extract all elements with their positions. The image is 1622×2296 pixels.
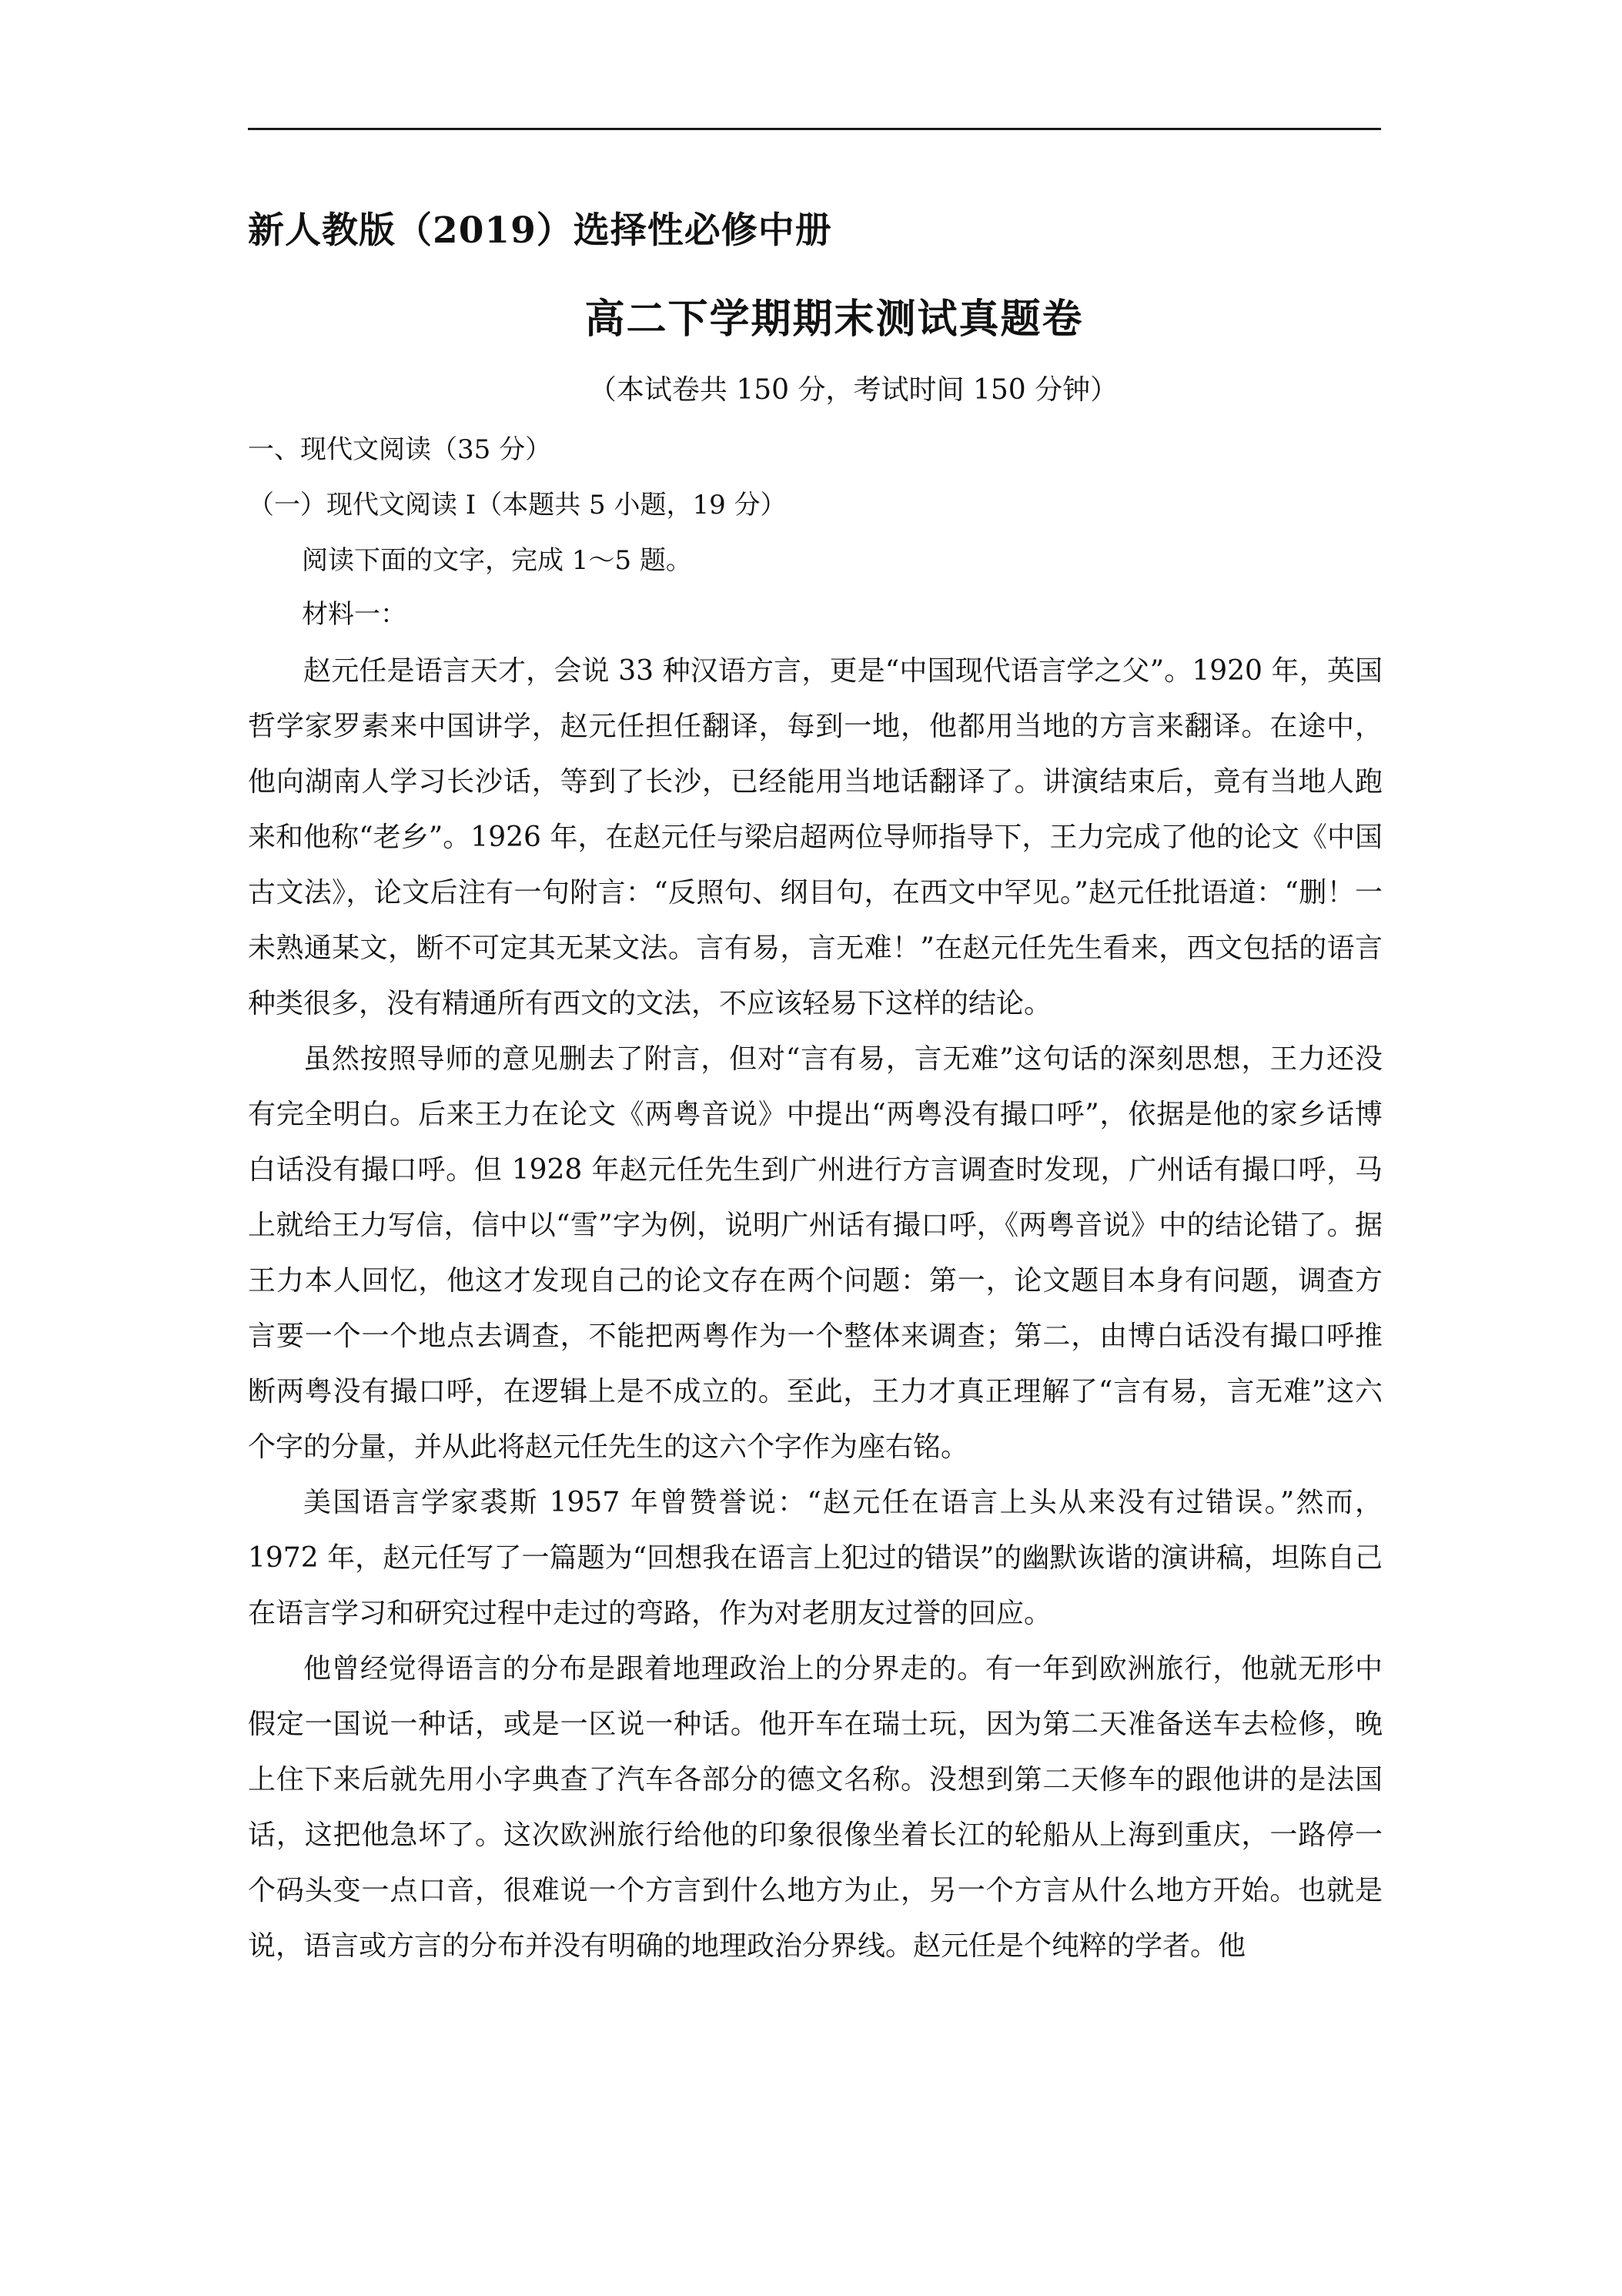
section-heading: 一、现代文阅读（35 分） — [248, 434, 552, 465]
reading-instruction: 阅读下面的文字，完成 1～5 题。 — [302, 545, 692, 576]
paragraph: 虽然按照导师的意见删去了附言，但对“言有易，言无难”这句话的深刻思想，王力还没有完全明白。后来王力在论文《两粤音说》中提出“两粤没有撮口呼”，依据是他的家乡话博白话没有撮口呼。但 1928 年赵元任先生到广州进行方言调查时发现，广州话有撮口呼，马上就给王力写信，信中以“雪”字为例，说明广州话有撮口呼，《两粤音说》中的结论错了。据王力本人回忆，他这才发现自己的论文存在两个问题：第一，论文题目本身有问题，调查方言要一个一个地点去调查，不能把两粤作为一个整体来调查；第二，由博白话没有撮口呼推断两粤没有撮口呼，在逻辑上是不成立的。至此，王力才真正理解了“言有易，言无难”这六个字的分量，并从此将赵元任先生的这六个字作为座右铭。 — [248, 1043, 1383, 1463]
passage-body — [248, 644, 1383, 1974]
exam-info: （本试卷共 150 分，考试时间 150 分钟） — [588, 374, 1119, 406]
material-label: 材料一： — [302, 599, 406, 630]
paragraph: 美国语言学家裘斯 1957 年曾赞誉说：“赵元任在语言上头从来没有过错误。”然而，1972 年，赵元任写了一篇题为“回想我在语言上犯过的错误”的幽默诙谐的演讲稿，坦陈自己在语言学习和研究过程中走过的弯路，作为对老朋友过誉的回应。 — [248, 1487, 1383, 1629]
paragraph: 赵元任是语言天才，会说 33 种汉语方言，更是“中国现代语言学之父”。1920 年，英国哲学家罗素来中国讲学，赵元任担任翻译，每到一地，他都用当地的方言来翻译。在途中，他向湖南人学习长沙话，等到了长沙，已经能用当地话翻译了。讲演结束后，竟有当地人跑来和他称“老乡”。1926 年，在赵元任与梁启超两位导师指导下，王力完成了他的论文《中国古文法》，论文后注有一句附言：“反照句、纲目句，在西文中罕见。”赵元任批语道：“删！一未熟通某文，断不可定其无某文法。言有易，言无难！”在赵元任先生看来，西文包括的语言种类很多，没有精通所有西文的文法，不应该轻易下这样的结论。 — [248, 655, 1383, 1019]
part-heading: （一）现代文阅读 I（本题共 5 小题，19 分） — [248, 490, 787, 520]
top-rule — [248, 128, 1381, 130]
paragraph: 他曾经觉得语言的分布是跟着地理政治上的分界走的。有一年到欧洲旅行，他就无形中假定一国说一种话，或是一区说一种话。他开车在瑞士玩，因为第二天准备送车去检修，晚上住下来后就先用小字典查了汽车各部分的德文名称。没想到第二天修车的跟他讲的是法国话，这把他急坏了。这次欧洲旅行给他的印象很像坐着长江的轮船从上海到重庆，一路停一个码头变一点口音，很难说一个方言到什么地方为止，另一个方言从什么地方开始。也就是说，语言或方言的分布并没有明确的地理政治分界线。赵元任是个纯粹的学者。他 — [248, 1653, 1383, 1962]
textbook-series: 新人教版（2019）选择性必修中册 — [248, 209, 832, 252]
exam-title: 高二下学期期末测试真题卷 — [584, 296, 1084, 343]
